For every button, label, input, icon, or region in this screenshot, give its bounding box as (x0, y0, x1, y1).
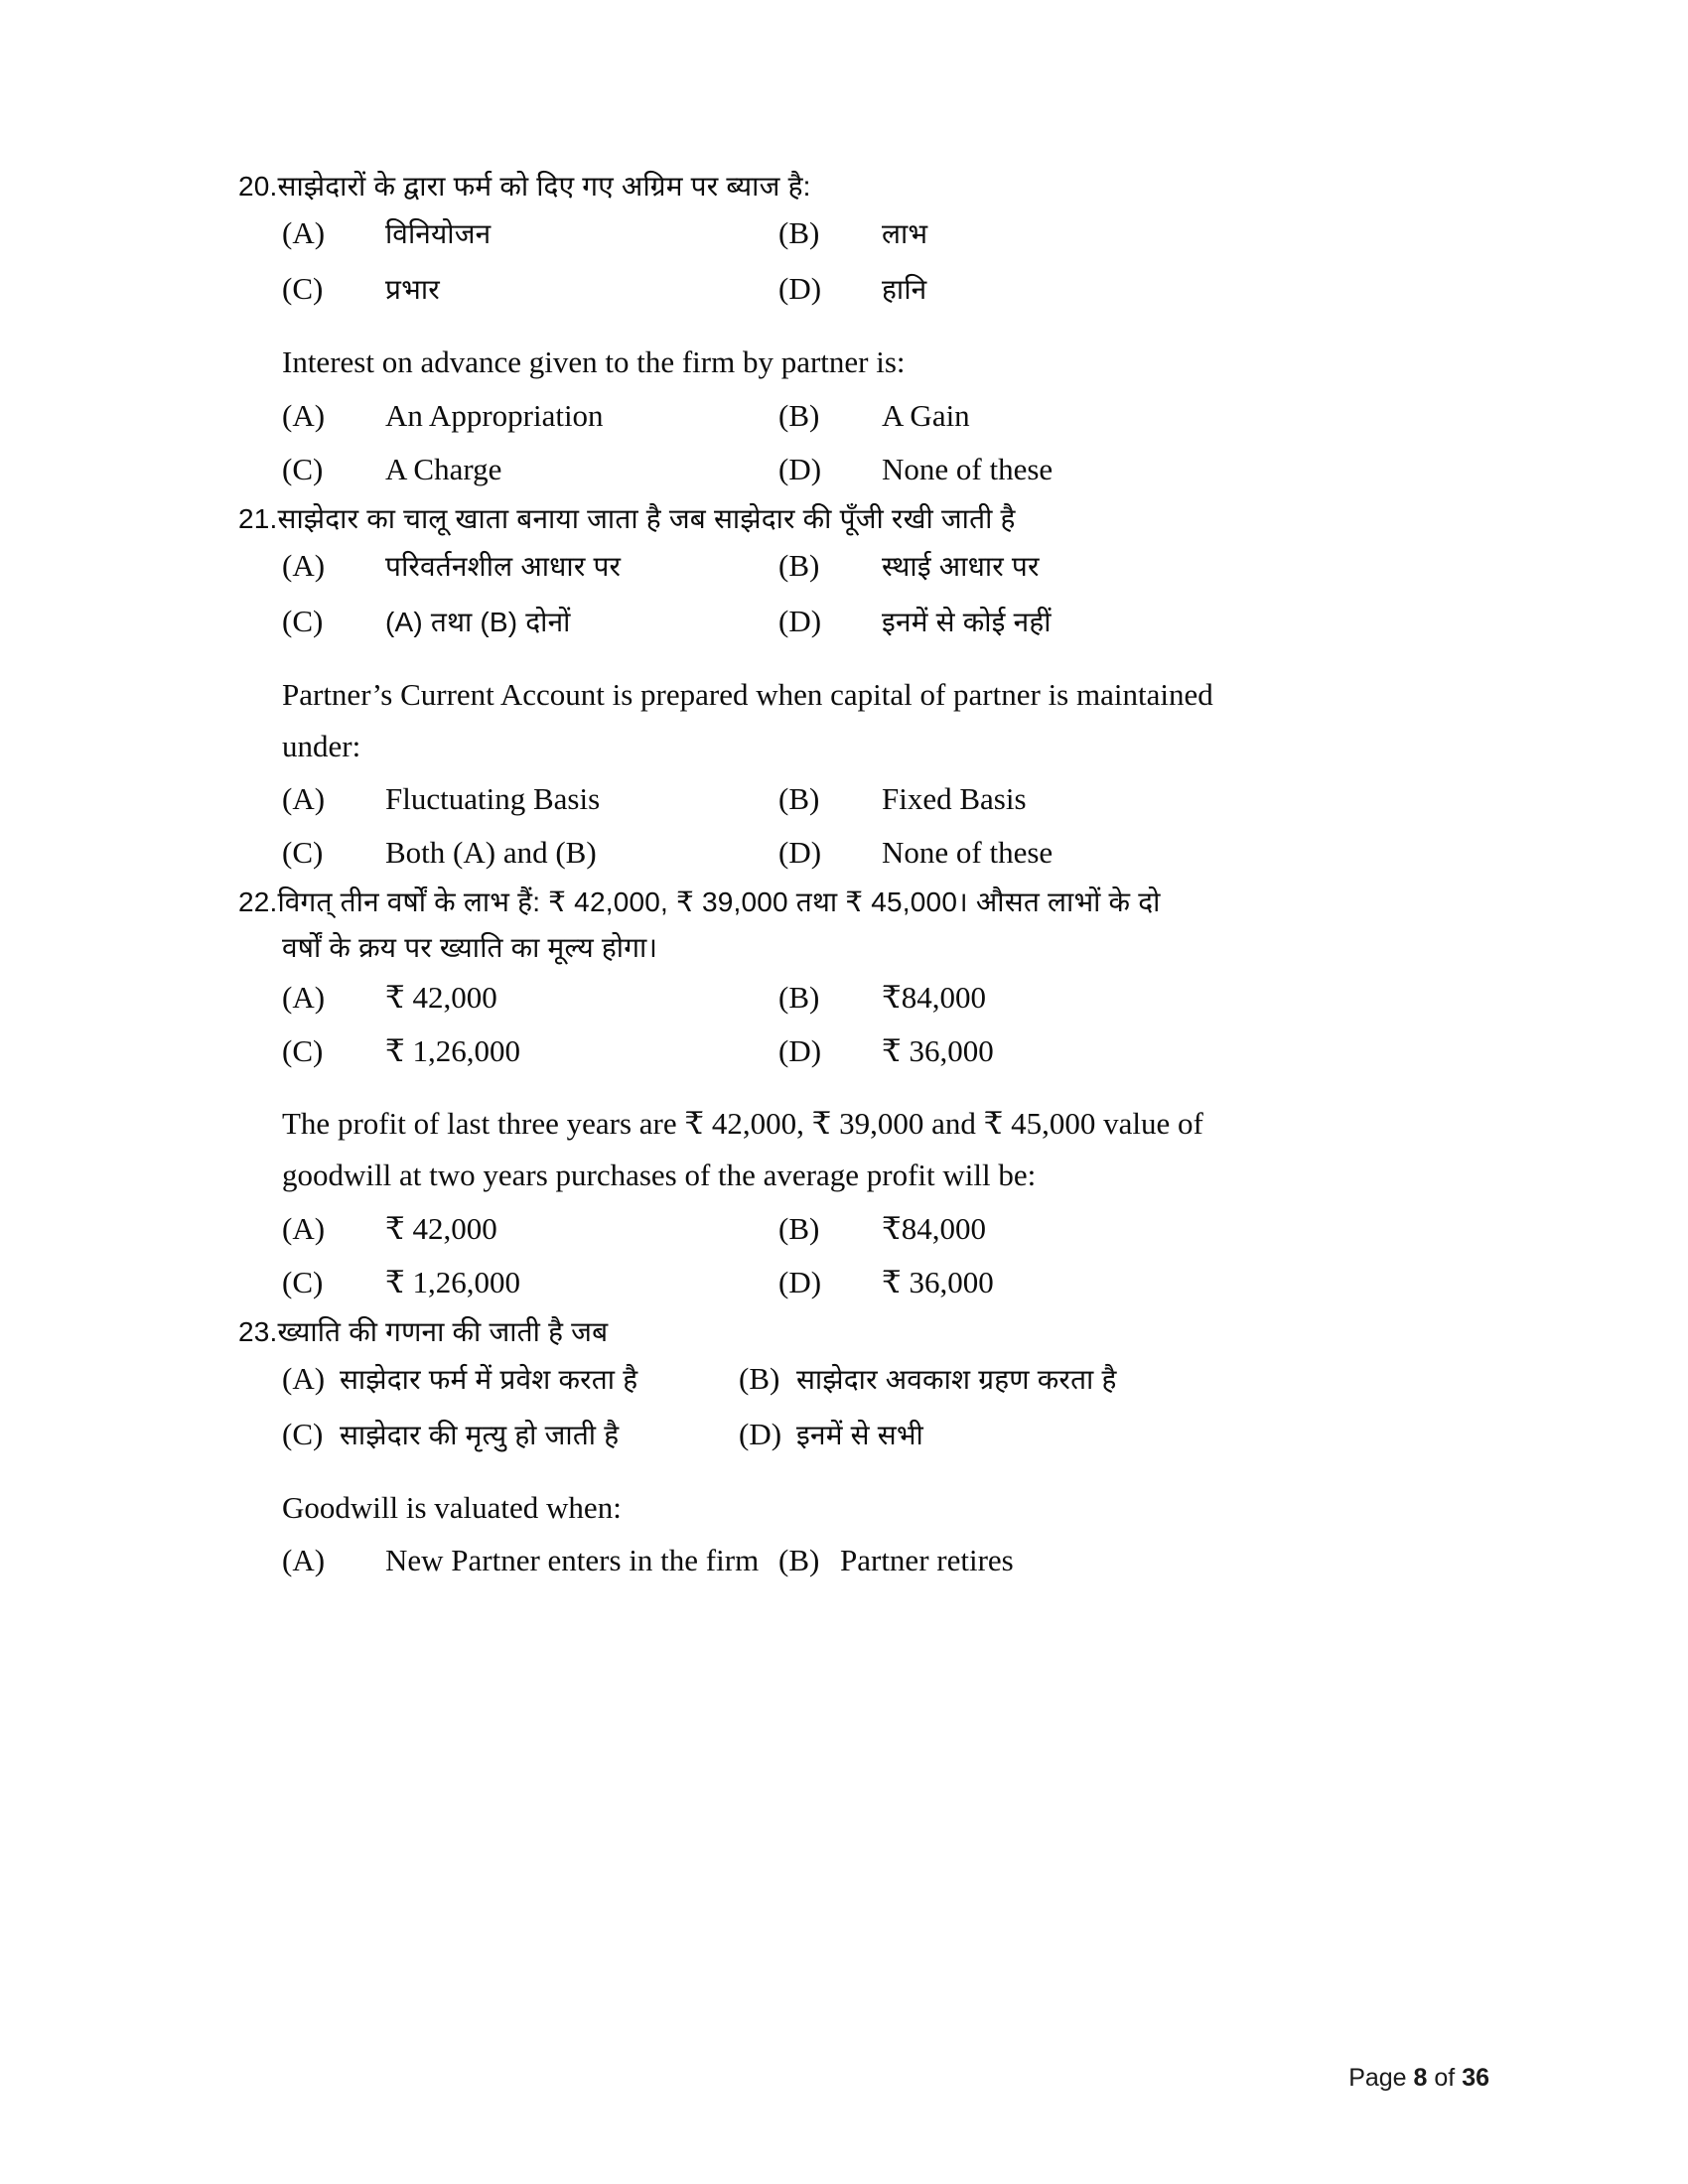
question-21-stem-english-line2: under: (282, 729, 361, 764)
option-row (282, 1265, 1489, 1300)
option-text: इनमें से कोई नहीं (882, 607, 1052, 637)
question-22-stem-hindi-line1: 22. विगत् तीन वर्षों के लाभ हैं: ₹ 42,000, ₹ 39,000 तथा ₹ 45,000। औसत लाभों के दो (238, 885, 1489, 920)
option-text: ₹ 42,000 (385, 980, 497, 1016)
question-21-stem-english-line1: Partner’s Current Account is prepared when capital of partner is maintained (282, 677, 1213, 712)
option-row (282, 452, 1489, 487)
option-label: (D) (778, 1033, 822, 1069)
option-text: हानि (882, 274, 927, 306)
option-text: लाभ (882, 218, 928, 250)
option-label: (A) (282, 980, 326, 1016)
option-text: Fluctuating Basis (385, 781, 601, 817)
question-22-options-hindi (238, 980, 1489, 1069)
option-text: ₹ 1,26,000 (385, 1033, 520, 1069)
question-block-23 (238, 1314, 1489, 1579)
question-22-stem-hindi-line2: वर्षों के क्रय पर ख्याति का मूल्य होगा। (282, 931, 658, 963)
option-label: (C) (282, 1033, 324, 1069)
option-label: (C) (282, 835, 324, 871)
option-text: ₹ 1,26,000 (385, 1264, 520, 1299)
option-text: ₹ 36,000 (882, 1033, 994, 1069)
option-row (282, 547, 1489, 585)
question-23-number: 23. (238, 1315, 278, 1347)
option-text: Fixed Basis (882, 781, 1027, 817)
option-label: (B) (778, 781, 820, 817)
option-a[interactable] (282, 398, 778, 434)
option-label: (B) (778, 548, 820, 583)
option-label: (D) (778, 271, 822, 307)
option-a[interactable] (282, 214, 778, 252)
option-label: (C) (282, 604, 324, 638)
option-label: (B) (739, 1361, 780, 1397)
option-row (282, 1416, 1489, 1453)
option-c[interactable] (282, 1265, 778, 1300)
option-row (282, 781, 1489, 817)
option-label: (D) (778, 604, 822, 638)
question-21-stem-hindi: 21. साझेदार का चालू खाता बनाया जाता है जब साझेदार की पूँजी रखी जाती है (238, 501, 1489, 537)
option-row (282, 603, 1489, 640)
option-a[interactable] (282, 781, 778, 817)
option-row (282, 1360, 1489, 1398)
option-b[interactable] (778, 980, 1489, 1016)
option-text: ₹84,000 (882, 1210, 986, 1246)
option-text: A Charge (385, 451, 502, 486)
option-d[interactable] (778, 1033, 1489, 1069)
question-22-stem-english-line1: The profit of last three years are ₹ 42,000, ₹ 39,000 and ₹ 45,000 value of (282, 1106, 1203, 1142)
option-text: विनियोजन (385, 218, 492, 250)
option-label: (B) (778, 980, 820, 1016)
option-label: (B) (778, 1210, 820, 1246)
page-footer (1348, 2064, 1489, 2093)
question-20-options-english (238, 398, 1489, 487)
option-text: साझेदार की मृत्यु हो जाती है (340, 1420, 620, 1451)
question-22-options-english (238, 1211, 1489, 1300)
option-d[interactable] (778, 270, 1489, 308)
option-d[interactable] (778, 1265, 1489, 1300)
option-c[interactable] (282, 452, 778, 487)
option-text: Both (A) and (B) (385, 835, 597, 871)
option-label: (A) (282, 1361, 326, 1397)
footer-middle: of (1427, 2064, 1463, 2092)
option-text: इनमें से सभी (796, 1420, 923, 1451)
question-23-stem-hindi: 23. ख्याति की गणना की जाती है जब (238, 1314, 1489, 1350)
option-b[interactable] (778, 781, 1489, 817)
option-d[interactable] (778, 452, 1489, 487)
option-a[interactable] (282, 1211, 778, 1247)
option-label: (B) (778, 397, 820, 433)
question-20-options-hindi (238, 214, 1489, 308)
option-c[interactable] (282, 1416, 739, 1453)
option-b[interactable] (778, 214, 1489, 252)
option-text: ₹84,000 (882, 980, 986, 1016)
option-label: (A) (282, 781, 326, 817)
option-row (282, 270, 1489, 308)
option-b[interactable] (739, 1360, 1489, 1398)
option-text: (A) तथा (B) दोनों (385, 607, 571, 637)
option-b[interactable] (778, 398, 1489, 434)
question-block-21 (238, 501, 1489, 872)
option-text: स्थाई आधार पर (882, 551, 1040, 582)
option-label: (A) (282, 548, 326, 583)
option-label: (B) (778, 1543, 820, 1578)
option-row (282, 398, 1489, 434)
option-c[interactable] (282, 270, 778, 308)
option-label: (A) (282, 1210, 326, 1246)
option-label: (D) (778, 835, 822, 871)
option-text: None of these (882, 451, 1054, 486)
option-label: (C) (282, 1264, 324, 1299)
option-text: New Partner enters in the firm (385, 1543, 760, 1578)
option-label: (A) (282, 1543, 326, 1578)
question-20-stem-hindi: 20. साझेदारों के द्वारा फर्म को दिए गए अग्रिम पर ब्याज है: (238, 169, 1489, 205)
option-label: (D) (778, 1264, 822, 1299)
option-b[interactable] (778, 1211, 1489, 1247)
option-a[interactable] (282, 1543, 778, 1578)
option-label: (C) (282, 1417, 324, 1452)
option-text: ₹ 42,000 (385, 1210, 497, 1246)
footer-prefix: Page (1348, 2064, 1414, 2092)
option-c[interactable] (282, 603, 778, 640)
option-c[interactable] (282, 835, 778, 871)
option-row (282, 1211, 1489, 1247)
option-text: परिवर्तनशील आधार पर (385, 551, 622, 582)
question-22-number: 22. (238, 887, 278, 918)
option-text: Partner retires (840, 1543, 1014, 1578)
question-block-20 (238, 169, 1489, 487)
option-text: साझेदार अवकाश ग्रहण करता है (796, 1364, 1117, 1396)
option-label: (C) (282, 271, 324, 307)
footer-total-pages: 36 (1462, 2064, 1489, 2092)
question-20-number: 20. (238, 171, 278, 202)
question-block-22 (238, 885, 1489, 1299)
option-a[interactable] (282, 547, 778, 585)
option-row (282, 1033, 1489, 1069)
question-23-stem-english: Goodwill is valuated when: (282, 1490, 622, 1526)
option-text: A Gain (882, 397, 970, 433)
option-b[interactable] (778, 547, 1489, 585)
option-row (282, 1543, 1489, 1578)
question-21-options-hindi (238, 547, 1489, 640)
option-row (282, 980, 1489, 1016)
option-label: (D) (778, 451, 822, 486)
footer-page-number: 8 (1413, 2064, 1428, 2092)
question-23-options-hindi (238, 1360, 1489, 1453)
option-text: An Appropriation (385, 397, 604, 433)
question-23-options-english (238, 1543, 1489, 1578)
option-label: (C) (282, 451, 324, 486)
option-b[interactable] (778, 1543, 1489, 1578)
question-22-stem-english-line2: goodwill at two years purchases of the average profit will be: (282, 1158, 1037, 1193)
option-a[interactable] (282, 1360, 739, 1398)
question-21-number: 21. (238, 502, 278, 534)
option-d[interactable] (739, 1416, 1489, 1453)
option-d[interactable] (778, 603, 1489, 640)
option-d[interactable] (778, 835, 1489, 871)
option-row (282, 214, 1489, 252)
option-text: ₹ 36,000 (882, 1264, 994, 1299)
option-a[interactable] (282, 980, 778, 1016)
option-text: None of these (882, 835, 1054, 871)
option-label: (A) (282, 397, 326, 433)
option-label: (B) (778, 215, 820, 251)
question-21-options-english (238, 781, 1489, 871)
option-label: (A) (282, 215, 326, 251)
question-20-stem-english: Interest on advance given to the firm by partner is: (282, 344, 906, 380)
option-c[interactable] (282, 1033, 778, 1069)
option-text: प्रभार (385, 274, 440, 306)
option-label: (D) (739, 1417, 782, 1452)
option-text: साझेदार फर्म में प्रवेश करता है (340, 1364, 638, 1396)
option-row (282, 835, 1489, 871)
